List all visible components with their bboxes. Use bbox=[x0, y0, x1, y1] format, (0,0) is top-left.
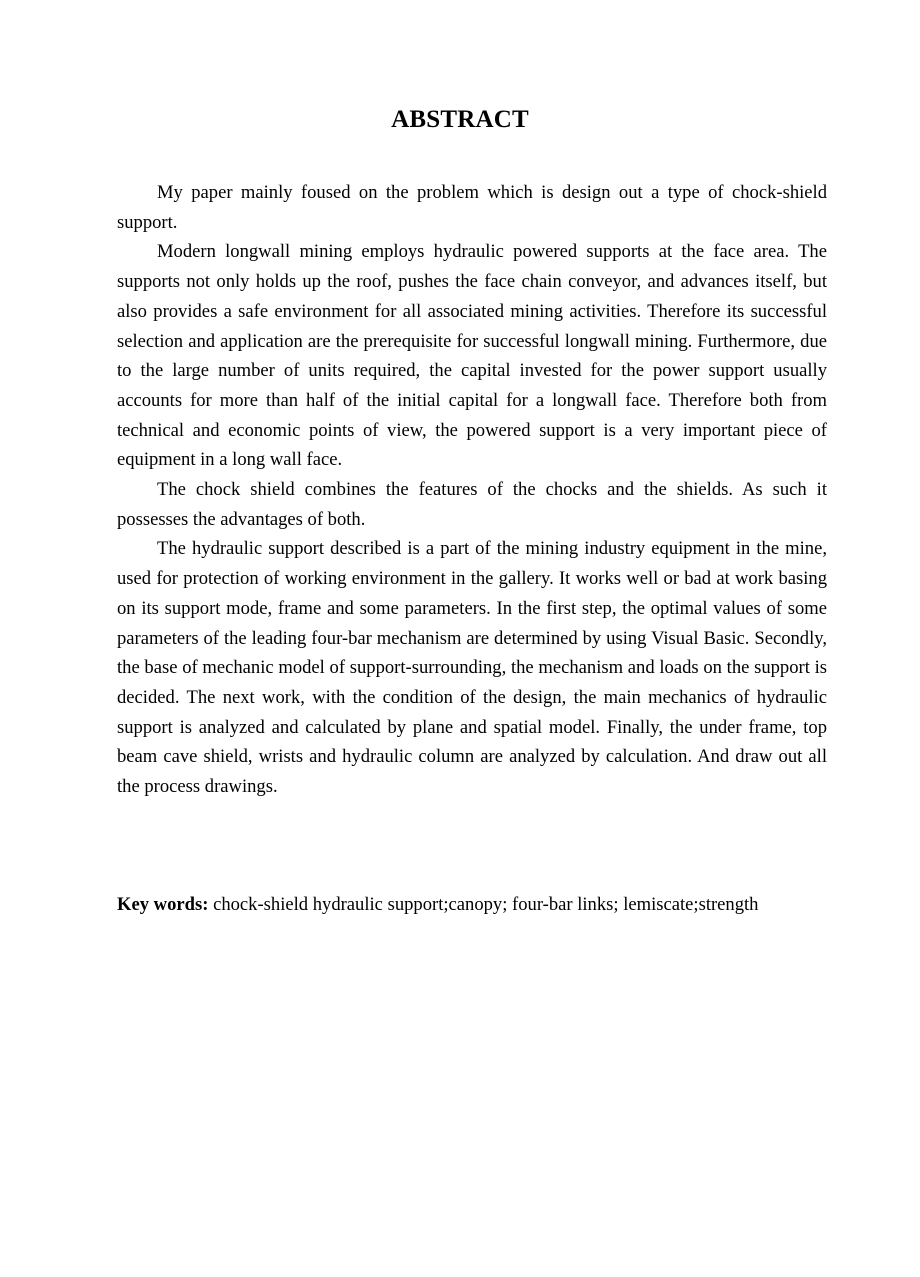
abstract-paragraph-3: The chock shield combines the features of the chocks and the shields. As such it possesses the advantages of both. bbox=[117, 479, 827, 530]
abstract-paragraph-2: Modern longwall mining employs hydraulic powered supports at the face area. The supports not only holds up the roof, pushes the face chain conveyor, and advances itself, but also provides a safe environment for all associated mining activities. Therefore its successful selection and application are the prerequisite for successful longwall mining. Furthermore, due to the large number of units required, the capital invested for the power support usually accounts for more than half of the initial capital for a longwall face. Therefore both from technical and economic points of view, the powered support is a very important piece of equipment in a long wall face. bbox=[117, 241, 827, 471]
keywords-text: chock-shield hydraulic support;canopy; four-bar links; lemiscate;strength bbox=[208, 894, 759, 915]
abstract-title: ABSTRACT bbox=[391, 106, 529, 133]
abstract-paragraph-4: The hydraulic support described is a part of the mining industry equipment in the mine, used for protection of working environment in the gallery. It works well or bad at work basing on its support mode, frame and some parameters. In the first step, the optimal values of some parameters of the leading four-bar mechanism are determined by using Visual Basic. Secondly, the base of mechanic model of support-surrounding, the mechanism and loads on the support is decided. The next work, with the condition of the design, the main mechanics of hydraulic support is analyzed and calculated by plane and spatial model. Finally, the under frame, top beam cave shield, wrists and hydraulic column are analyzed by calculation. And draw out all the process drawings. bbox=[117, 538, 827, 798]
abstract-paragraph-1: My paper mainly foused on the problem which is design out a type of chock-shield support. bbox=[117, 182, 827, 233]
keywords-label: Key words: bbox=[117, 894, 209, 915]
keywords-line bbox=[117, 890, 857, 919]
abstract-body bbox=[117, 178, 827, 802]
